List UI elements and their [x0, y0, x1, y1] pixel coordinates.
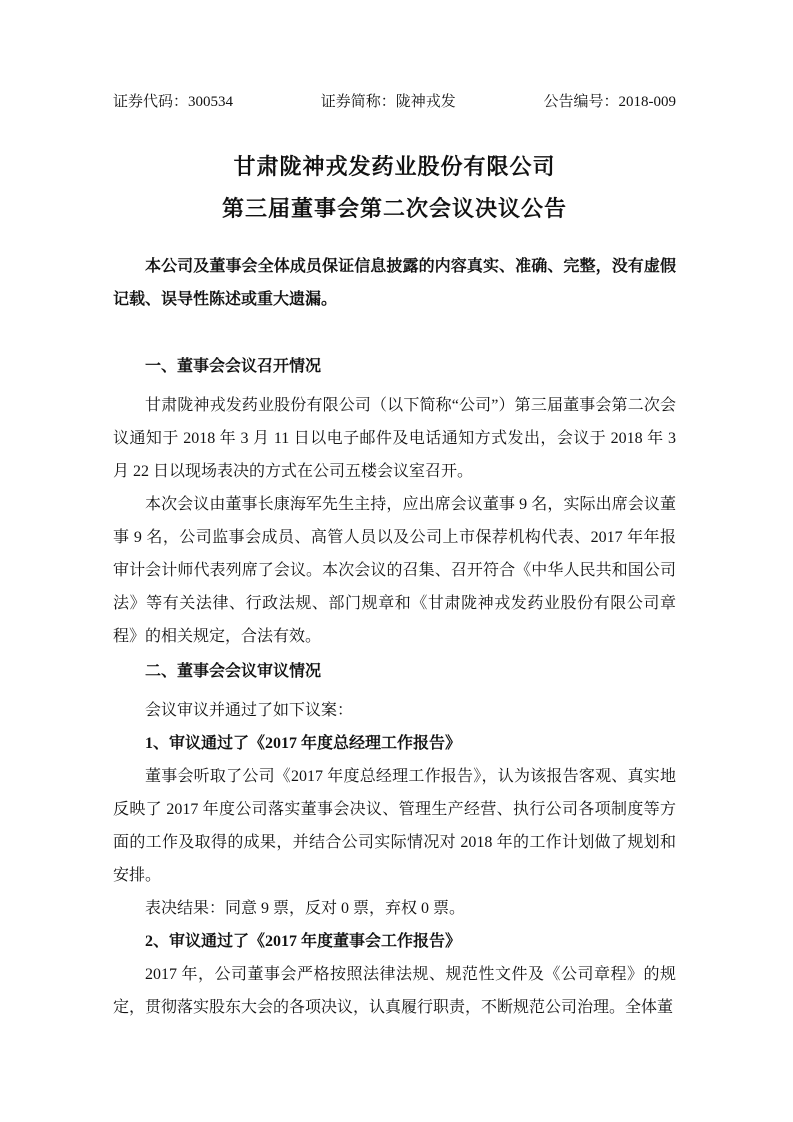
meeting-attendance-paragraph: 本次会议由董事长康海军先生主持，应出席会议董事 9 名，实际出席会议董事 9 名，公司监事会成员、高管人员以及公司上市保荐机构代表、2017 年年报审计会计师代表列席了会议。本次会议的召集、召开符合《中华人民共和国公司法》等有关法律、行政法规、部门规章和《甘肃陇神戎发药业股份有限公司章程》的相关规定，合法有效。	[113, 496, 676, 645]
announcement-number: 公告编号：2018-009	[543, 94, 676, 110]
meeting-resolution-title: 第三届董事会第二次会议决议公告	[221, 196, 567, 221]
section-1-heading: 一、董事会会议召开情况	[145, 358, 322, 375]
company-name-title: 甘肃陇神戎发药业股份有限公司	[233, 154, 556, 179]
document-header	[113, 92, 676, 112]
proposal-2-heading: 2、审议通过了《2017 年度董事会工作报告》	[145, 933, 462, 950]
truthfulness-statement: 本公司及董事会全体成员保证信息披露的内容真实、准确、完整，没有虚假记载、误导性陈述或重大遗漏。	[113, 258, 676, 308]
stock-code: 证券代码：300534	[113, 94, 234, 110]
proposal-1-paragraph: 董事会听取了公司《2017 年度总经理工作报告》，认为该报告客观、真实地反映了 2017 年度公司落实董事会决议、管理生产经营、执行公司各项制度等方面的工作及取得的成果，并结合公司实际情况对 2018 年的工作计划做了规划和安排。	[113, 768, 676, 884]
stock-short-name: 证券简称：陇神戎发	[320, 94, 456, 110]
meeting-convening-paragraph: 甘肃陇神戎发药业股份有限公司（以下简称“公司”）第三届董事会第二次会议通知于 2018 年 3 月 11 日以电子邮件及电话通知方式发出，会议于 2018 年 3 月 22 日以现场表决的方式在公司五楼会议室召开。	[113, 397, 676, 480]
review-intro-paragraph: 会议审议并通过了如下议案：	[145, 702, 354, 719]
proposal-1-heading: 1、审议通过了《2017 年度总经理工作报告》	[145, 735, 462, 752]
proposal-1-vote-result: 表决结果：同意 9 票，反对 0 票，弃权 0 票。	[145, 900, 466, 917]
section-2-heading: 二、董事会会议审议情况	[145, 663, 322, 680]
proposal-2-paragraph: 2017 年，公司董事会严格按照法律法规、规范性文件及《公司章程》的规定，贯彻落实股东大会的各项决议，认真履行职责，不断规范公司治理。全体董	[113, 966, 676, 1016]
document-title	[113, 146, 676, 230]
